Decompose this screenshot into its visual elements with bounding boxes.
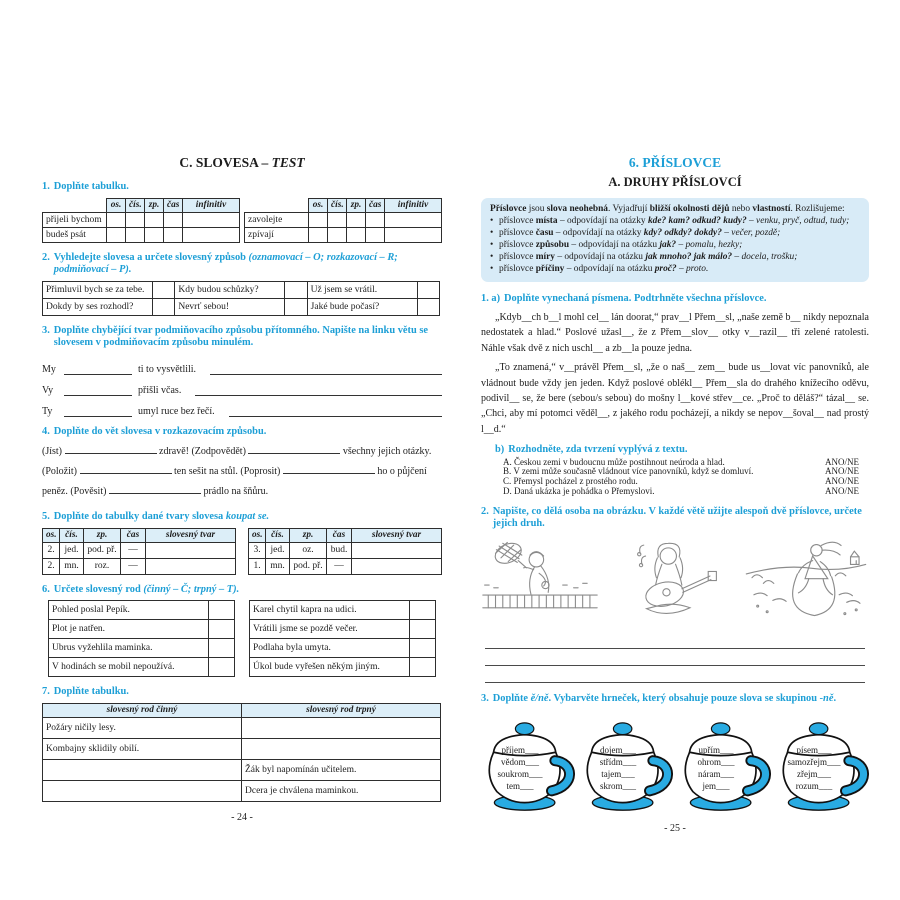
ex1a-paragraph-2: „To znamená,“ v__právěl Přem__sl, „že o naš__ zem__ bude us__lovat víc panovníků, ale vládnout bude vždy jen jeden. Když poslové oblékl__ Přem__sla do drahého knížecího oděvu, podivil__ se, že bere (sebou/s sebou) do mošny l__kové střev__ce. „Proč to děláš?“ tázal__ se. „Chci, aby mí potomci věděl__, z jakého rodu pocházejí, a nikdy se nepov__šoval__ nad prostý l__d.“ <box>481 362 869 435</box>
sentence: Dokdy by ses rozhodl? <box>43 298 153 315</box>
ex1b-heading: b) Rozhodněte, zda tvrzení vyplývá z textu. <box>495 444 688 456</box>
infobox-bullet: • příslovce příčiny – odpovídají na otázku proč? – proto. <box>490 264 860 276</box>
ex3-row: Vy přišli včas. <box>42 375 442 396</box>
ex1b-statements <box>503 458 869 497</box>
answer-cell <box>209 639 235 658</box>
col-header: čís. <box>328 198 347 212</box>
col-header: infinitiv <box>385 198 442 212</box>
rope-skipping-girl-sketch-icon <box>743 536 869 626</box>
page-number-right: - 25 - <box>664 823 686 835</box>
sentence: Nevrť sebou! <box>175 298 285 315</box>
mug-2 <box>579 709 673 819</box>
col-header: infinitiv <box>183 198 240 212</box>
answer-cell <box>417 281 439 298</box>
ex6-heading: 6. Určete slovesný rod (činný – Č; trpný – T). <box>42 583 240 595</box>
verb-form: budeš psát <box>43 227 107 242</box>
col-header: čas <box>366 198 385 212</box>
ex2-table <box>42 281 440 316</box>
ex7-table: slovesný rod činný slovesný rod trpný Požáry ničily lesy. Kombajny sklidily obilí. Žák byl napomínán učitelem. Dcera je chválena maminkou. <box>42 703 441 802</box>
ex3-row: Ty umyl ruce bez řečí. <box>42 396 442 417</box>
blank-line <box>64 362 132 375</box>
ex5-tables <box>42 528 442 575</box>
yes-no-choice: ANO/NE <box>825 456 859 467</box>
sentence: Kdy budou schůzky? <box>175 281 285 298</box>
ex6-tables <box>42 600 442 677</box>
theory-infobox <box>481 198 869 282</box>
statement: A. Českou zemi v budoucnu může postihnout neúroda a hlad. ANO/NE <box>503 458 869 468</box>
statement: B. V zemi může současně vládnout více panovníků, když se domluví. ANO/NE <box>503 467 869 477</box>
ex3-heading: 3. Doplňte ě/ně. Vybarvěte hrneček, který obsahuje pouze slova se skupinou -ně. <box>481 692 837 704</box>
answer-cell <box>209 658 235 677</box>
ex5-table-left: os. čís. zp. čas slovesný tvar 2. jed. pod. př. — 2. mn. roz. — <box>42 528 236 575</box>
answer-cell <box>285 281 307 298</box>
verb-form: zavolejte <box>245 212 309 227</box>
ex4-heading: 4. Doplňte do vět slovesa v rozkazovacím způsobu. <box>42 425 267 437</box>
col-header: čís. <box>126 198 145 212</box>
page-number-left: - 24 - <box>231 811 253 823</box>
answer-cell <box>152 298 174 315</box>
ex2-illustrations <box>481 536 869 626</box>
ex6-table-left: Pohled poslal Pepík. Plot je natřen. Ubrus vyžehlila maminka. V hodinách se mobil nepoužívá. <box>48 600 235 677</box>
ex3-heading: 3. Doplňte chybějící tvar podmiňovacího způsobu přítomného. Napište na linku větu se slovesem v podmiňovacím způsobu minulém. <box>42 324 429 348</box>
infobox-intro: Příslovce jsou slova neohebná. Vyjadřují bližší okolnosti dějů nebo vlastností. Rozlišujeme: <box>490 204 845 214</box>
infobox-bullet: • příslovce míry – odpovídají na otázku jak mnoho? jak málo? – docela, trošku; <box>490 252 860 264</box>
col-header: os. <box>107 198 126 212</box>
ex1-tables <box>42 198 442 243</box>
ex3-mugs <box>481 709 869 819</box>
section-title: A. DRUHY PŘÍSLOVCÍ <box>608 175 742 189</box>
writing-line <box>210 362 442 375</box>
answer-cell <box>410 601 436 620</box>
page-right <box>481 155 869 834</box>
sentence: Přimluvil bych se za tebe. <box>43 281 153 298</box>
verb-form: přijeli bychom <box>43 212 107 227</box>
mug-words: příjem___ vědom___ soukrom___ tem___ <box>497 745 543 792</box>
ex5-heading: 5. Doplňte do tabulky dané tvary slovesa koupat se. <box>42 511 270 522</box>
mug-words: písem___ samozřejm___ zřejm___ rozum___ <box>787 745 841 792</box>
answer-cell <box>209 620 235 639</box>
answer-cell <box>410 620 436 639</box>
ex3-row: My ti to vysvětlili. <box>42 354 442 375</box>
answer-cell <box>146 558 236 574</box>
sentence: Jaké bude počasí? <box>307 298 417 315</box>
answer-cell <box>410 658 436 677</box>
page-left <box>42 155 442 823</box>
guitar-player-sketch-icon <box>612 536 730 626</box>
col-header: os. <box>309 198 328 212</box>
ex4-line: (Položit) ten sešit na stůl. (Poprosit) ho o půjčení <box>42 462 442 482</box>
blank-line <box>65 443 157 454</box>
ex5-table-right: os. čís. zp. čas slovesný tvar 3. jed. oz. bud. 1. mn. pod. př. — <box>248 528 442 575</box>
infobox-bullet: • příslovce způsobu – odpovídají na otázku jak? – pomalu, hezky; <box>490 240 860 252</box>
ex4-line: peněz. (Pověsit) prádlo na šňůru. <box>42 482 442 502</box>
ex2-heading: 2. Napište, co dělá osoba na obrázku. V každé větě užijte alespoň dvě příslovce, určete jejich druh. <box>481 505 862 530</box>
mug-words: dojem___ střídm___ tajem___ skrom___ <box>599 745 637 792</box>
ex1a-heading: 1. a) Doplňte vynechaná písmena. Podtrhněte všechna příslovce. <box>481 293 767 305</box>
mug-words: upřím___ ohrom___ náram___ jem___ <box>697 745 735 792</box>
answer-cell <box>352 558 442 574</box>
answer-cell <box>285 298 307 315</box>
blank-line <box>64 383 132 396</box>
blank-line <box>64 404 132 417</box>
tennis-player-sketch-icon <box>481 536 599 626</box>
infobox-bullet: • příslovce času – odpovídají na otázky kdy? odkdy? dokdy? – večer, pozdě; <box>490 228 860 240</box>
ex1a-paragraph-1: „Kdyb__ch b__l mohl cel__ lán doorat,“ prav__l Přem__sl, „naše země b__ nikdy nepoznala nedostatek a hlad.“ Poslové užasl__, že z Přem__slov__ otky v__razil__ tři zelené ratolesti. Náhle však dvě z nich uschl__ a zb__la pouze jedna. <box>481 311 869 354</box>
answer-cell <box>152 281 174 298</box>
answer-cell <box>410 639 436 658</box>
writing-line <box>195 383 442 396</box>
yes-no-choice: ANO/NE <box>825 476 859 487</box>
yes-no-choice: ANO/NE <box>825 486 859 497</box>
answer-cell <box>352 542 442 558</box>
ex1-table-right <box>244 198 442 243</box>
ex6-table-right: Karel chytil kapra na udici. Vrátili jsme se pozdě večer. Podlaha byla umyta. Úkol bude vyřešen někým jiným. <box>249 600 436 677</box>
answer-cell <box>417 298 439 315</box>
ex2-heading: 2. Vyhledejte slovesa a určete slovesný způsob (oznamovací – O; rozkazovací – R; podmiňovací – P). <box>42 251 398 275</box>
sentence: Už jsem se vrátil. <box>307 281 417 298</box>
col-header: čas <box>164 198 183 212</box>
answer-cell <box>209 601 235 620</box>
ex4-line: (Jíst) zdravě! (Zodpovědět) všechny jejich otázky. <box>42 442 442 462</box>
infobox-bullet: • příslovce místa – odpovídají na otázky kde? kam? odkud? kudy? – venku, pryč, odtud, tudy; <box>490 216 860 228</box>
ex1-heading: 1. Doplňte tabulku. <box>42 181 129 192</box>
chapter-title: 6. PŘÍSLOVCE <box>628 155 722 170</box>
mug-4 <box>775 709 869 819</box>
blank-line <box>248 443 340 454</box>
statement: D. Daná ukázka je pohádka o Přemyslovi. ANO/NE <box>503 487 869 497</box>
ex7-heading: 7. Doplňte tabulku. <box>42 686 129 697</box>
statement: C. Přemysl pocházel z prostého rodu. ANO/NE <box>503 477 869 487</box>
page-title: C. SLOVESA – TEST <box>179 155 305 170</box>
answer-cell <box>146 542 236 558</box>
verb-form: zpívají <box>245 227 309 242</box>
writing-line <box>485 666 865 683</box>
mug-1 <box>481 709 575 819</box>
blank-line <box>80 463 172 474</box>
mug-3 <box>677 709 771 819</box>
writing-line <box>485 632 865 649</box>
writing-line <box>485 649 865 666</box>
yes-no-choice: ANO/NE <box>825 466 859 477</box>
col-header: zp. <box>145 198 164 212</box>
col-header: zp. <box>347 198 366 212</box>
writing-line <box>229 404 442 417</box>
blank-line <box>109 483 201 494</box>
ex1-table-left <box>42 198 240 243</box>
blank-line <box>283 463 375 474</box>
